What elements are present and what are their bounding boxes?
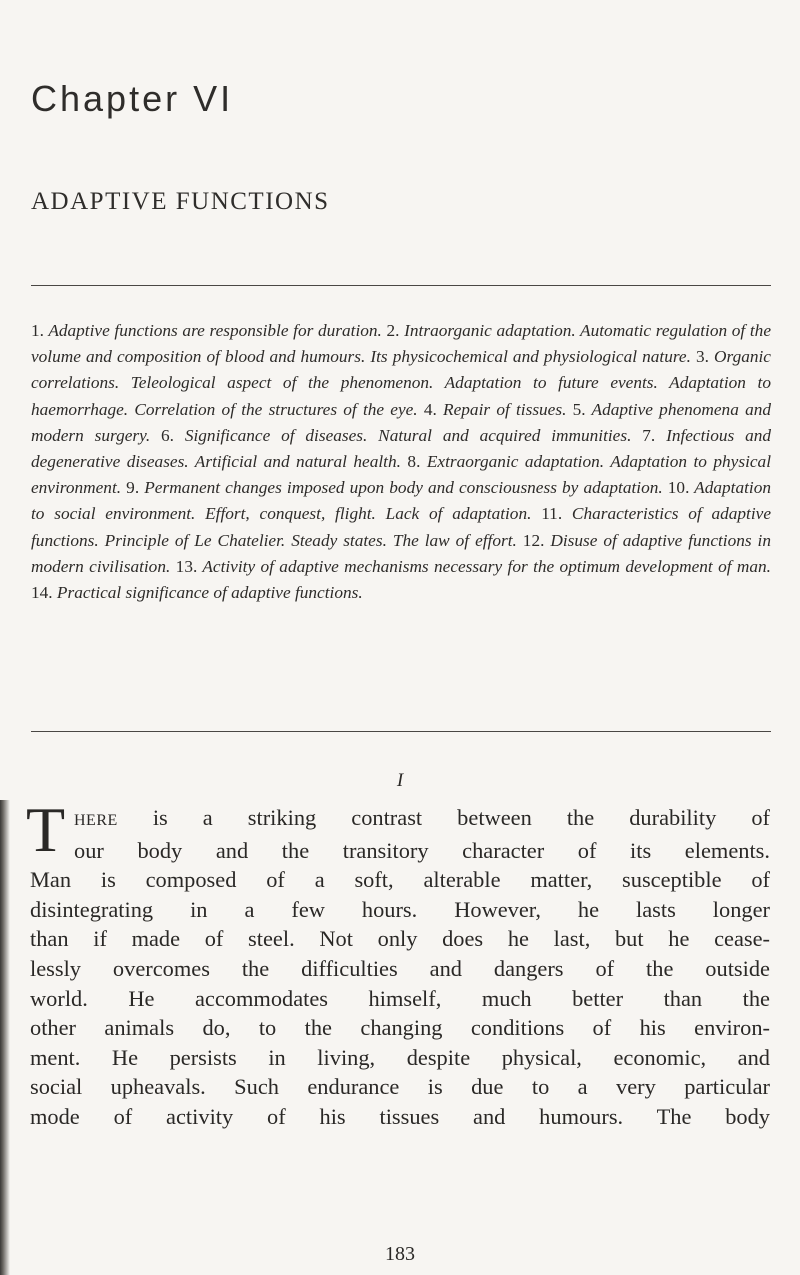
drop-cap: T: [26, 794, 66, 865]
body-line-text: social upheavals. Such endurance is due to a very particular: [30, 1074, 770, 1100]
synopsis-item-number: 11.: [541, 504, 563, 524]
page-number: 183: [385, 1243, 415, 1265]
synopsis-item-text: Repair of tissues.: [436, 399, 573, 419]
body-line-text: mode of activity of his tissues and humours. The body: [30, 1103, 770, 1129]
synopsis-item-number: 1.: [31, 321, 44, 340]
small-caps-lead: HERE: [74, 812, 118, 829]
body-line: [30, 1013, 770, 1043]
synopsis-item-number: 4.: [423, 399, 437, 419]
synopsis-item-text: Extraorganic adaptation. Adaptation to physical environment.: [31, 452, 771, 498]
body-line: [30, 984, 770, 1014]
chapter-synopsis: [31, 318, 771, 606]
synopsis-item-number: 10.: [667, 478, 690, 498]
synopsis-item-number: 2.: [386, 321, 400, 340]
synopsis-item-number: 14.: [31, 583, 53, 603]
synopsis-item-number: 8.: [407, 452, 421, 472]
synopsis-item-number: 12.: [522, 530, 545, 550]
body-line: [30, 865, 770, 895]
synopsis-item-text: Practical significance of adaptive functions.: [52, 583, 363, 603]
synopsis-item-text: Activity of adaptive mechanisms necessary for the optimum development of man.: [197, 556, 772, 576]
bottom-rule: [31, 731, 771, 732]
synopsis-item-text: Adaptation to social environment. Effort, conquest, flight. Lack of adaptation.: [31, 478, 771, 524]
body-line-text: disintegrating in a few hours. However, he lasts longer: [30, 896, 770, 922]
body-line: [30, 1102, 770, 1132]
chapter-title: ADAPTIVE FUNCTIONS: [31, 188, 330, 215]
body-line: [30, 803, 770, 836]
body-line: [30, 954, 770, 984]
synopsis-item-text: Organic correlations. Teleological aspect of the phenomenon. Adaptation to future events. Adaptation to haemorrhage. Correlation of the structures of the eye.: [31, 347, 771, 419]
synopsis-item-text: Disuse of adaptive functions in modern civilisation.: [31, 530, 771, 576]
synopsis-item-number: 5.: [572, 399, 586, 419]
top-rule: [31, 285, 771, 286]
body-line-text: our body and the transitory character of its elements.: [74, 837, 770, 863]
synopsis-item-text: Intraorganic adaptation. Automatic regulation of the volume and composition of blood and humours. Its physicochemical and physiological nature.: [31, 321, 771, 367]
synopsis-item-number: 3.: [695, 347, 709, 367]
synopsis-item-text: Permanent changes imposed upon body and consciousness by adaptation.: [139, 478, 668, 498]
synopsis-item-text: Adaptive phenomena and modern surgery.: [31, 399, 771, 445]
synopsis-item-number: 13.: [175, 556, 198, 576]
body-text: [30, 803, 770, 1132]
page-edge-shadow: [0, 800, 10, 1275]
synopsis-item-number: 6.: [161, 425, 174, 445]
body-line-text: lessly overcomes the difficulties and dangers of the outside: [30, 955, 770, 981]
body-line: [30, 1072, 770, 1102]
body-line-text: Man is composed of a soft, alterable matter, susceptible of: [30, 867, 770, 893]
body-line-text: other animals do, to the changing conditions of his environ-: [30, 1015, 770, 1041]
body-line: [30, 924, 770, 954]
body-line-text: is a striking contrast between the durability of: [117, 805, 770, 830]
synopsis-item-text: Significance of diseases. Natural and acquired immunities.: [174, 425, 643, 445]
body-line: [30, 836, 770, 866]
body-line-text: world. He accommodates himself, much better than the: [30, 985, 770, 1011]
synopsis-item-number: 7.: [642, 425, 656, 445]
chapter-label: Chapter VI: [31, 78, 234, 119]
synopsis-item-text: Infectious and degenerative diseases. Artificial and natural health.: [31, 425, 771, 472]
synopsis-item-text: Adaptive functions are responsible for duration.: [43, 321, 387, 340]
body-line-text: ment. He persists in living, despite physical, economic, and: [30, 1044, 770, 1070]
body-line: [30, 1043, 770, 1073]
synopsis-item-number: 9.: [126, 478, 140, 498]
body-line: [30, 895, 770, 925]
synopsis-item-text: Characteristics of adaptive functions. Principle of Le Chatelier. Steady states. The law of effort.: [31, 504, 771, 550]
body-line-text: than if made of steel. Not only does he last, but he cease-: [30, 926, 770, 952]
section-number: I: [396, 770, 404, 791]
